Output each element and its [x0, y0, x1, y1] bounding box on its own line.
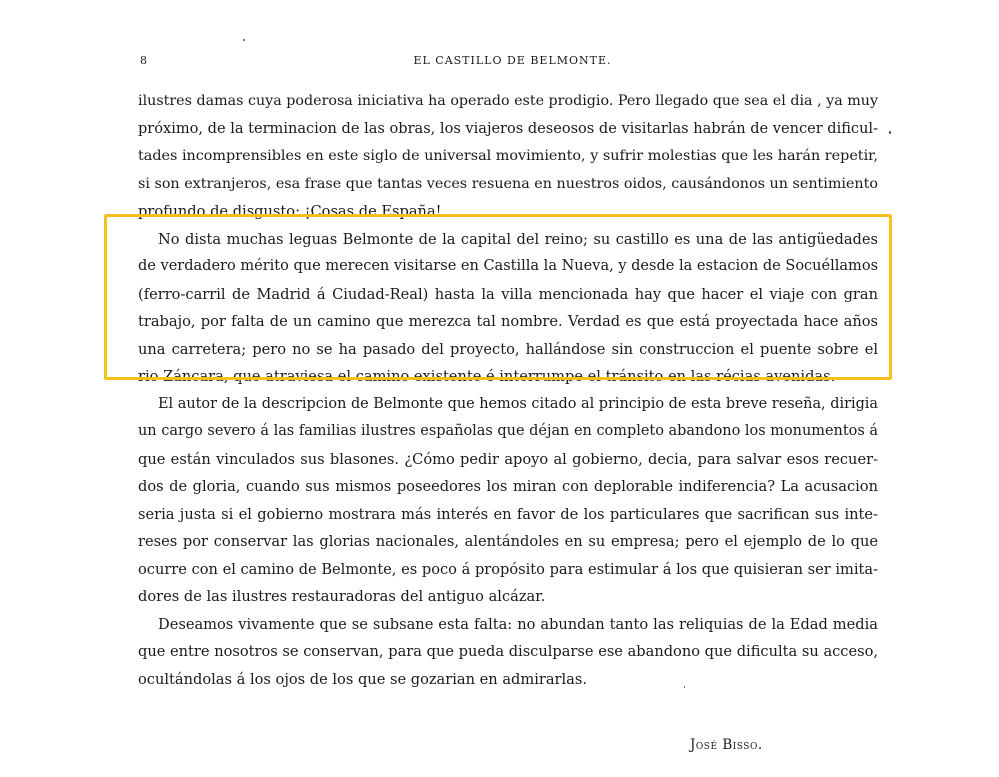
text-line: que están vinculados sus blasones. ¿Cómo pedir apoyo al gobierno, decia, para salvar esos recuer-: [138, 450, 878, 468]
paragraph: [138, 391, 878, 611]
text-line: un cargo severo á las familias ilustres españolas que déjan en completo abandono los monumentos á: [138, 423, 878, 439]
text-line: Deseamos vivamente que se subsane esta falta: no abundan tanto las reliquias de la Edad media: [158, 615, 878, 633]
paragraph: [138, 88, 878, 226]
text-line: una carretera; pero no se ha pasado del proyecto, hallándose sin construccion el puente sobre el: [138, 340, 878, 358]
text-line: profundo de disgusto: ¡Cosas de España!: [138, 203, 442, 220]
running-title: EL CASTILLO DE BELMONTE.: [413, 54, 612, 67]
text-line: trabajo, por falta de un camino que merezca tal nombre. Verdad es que está proyectada hace años: [138, 313, 878, 330]
text-line: si son extranjeros, esa frase que tantas veces resuena en nuestros oidos, causándonos un sentimiento: [138, 175, 878, 192]
highlighted-paragraph: [138, 226, 878, 391]
scan-speck: [243, 39, 245, 41]
text-line: dos de gloria, cuando sus mismos poseedores los miran con deplorable indiferencia? La acusacion: [138, 478, 878, 495]
text-line: reses por conservar las glorias nacionales, alentándoles en su empresa; pero el ejemplo de lo que: [138, 533, 878, 550]
scan-speck: [889, 131, 891, 134]
text-line: ocultándolas á los ojos de los que se gozarian en admirarlas.: [138, 670, 588, 688]
text-line: de verdadero mérito que merecen visitarse en Castilla la Nueva, y desde la estacion de Socuéllamos: [138, 258, 879, 274]
text-line: seria justa si el gobierno mostrara más interés en favor de los particulares que sacrifican sus inte-: [138, 505, 878, 523]
text-line: ilustres damas cuya poderosa iniciativa ha operado este prodigio. Pero llegado que sea el dia , ya muy: [138, 93, 879, 109]
text-line: dores de las ilustres restauradoras del antiguo alcázar.: [138, 588, 546, 605]
running-header: [140, 54, 885, 70]
text-line: ocurre con el camino de Belmonte, es poco á propósito para estimular á los que quisieran ser imita-: [138, 560, 878, 578]
text-line: El autor de la descripcion de Belmonte que hemos citado al principio de esta breve reseña, dirigia: [158, 395, 879, 412]
author-signature: José Bisso.: [690, 737, 763, 753]
scan-speck: [684, 686, 685, 688]
text-line: próximo, de la terminacion de las obras, los viajeros deseosos de visitarlas habrán de vencer dificul-: [138, 120, 878, 137]
text-line: (ferro-carril de Madrid á Ciudad-Real) hasta la villa mencionada hay que hacer el viaje con gran: [138, 285, 878, 303]
page-number: 8: [140, 54, 148, 67]
text-line: rio Záncara, que atraviesa el camino existente é interrumpe el tránsito en las récias avenidas.: [138, 368, 836, 385]
text-line: que entre nosotros se conservan, para que pueda disculparse ese abandono que dificulta su acceso,: [138, 643, 878, 660]
text-line: No dista muchas leguas Belmonte de la capital del reino; su castillo es una de las antigüedades: [158, 230, 878, 248]
paragraph: [138, 611, 878, 694]
text-line: tades incomprensibles en este siglo de universal movimiento, y sufrir molestias que les harán repetir,: [138, 148, 878, 164]
body-text: [138, 88, 878, 693]
